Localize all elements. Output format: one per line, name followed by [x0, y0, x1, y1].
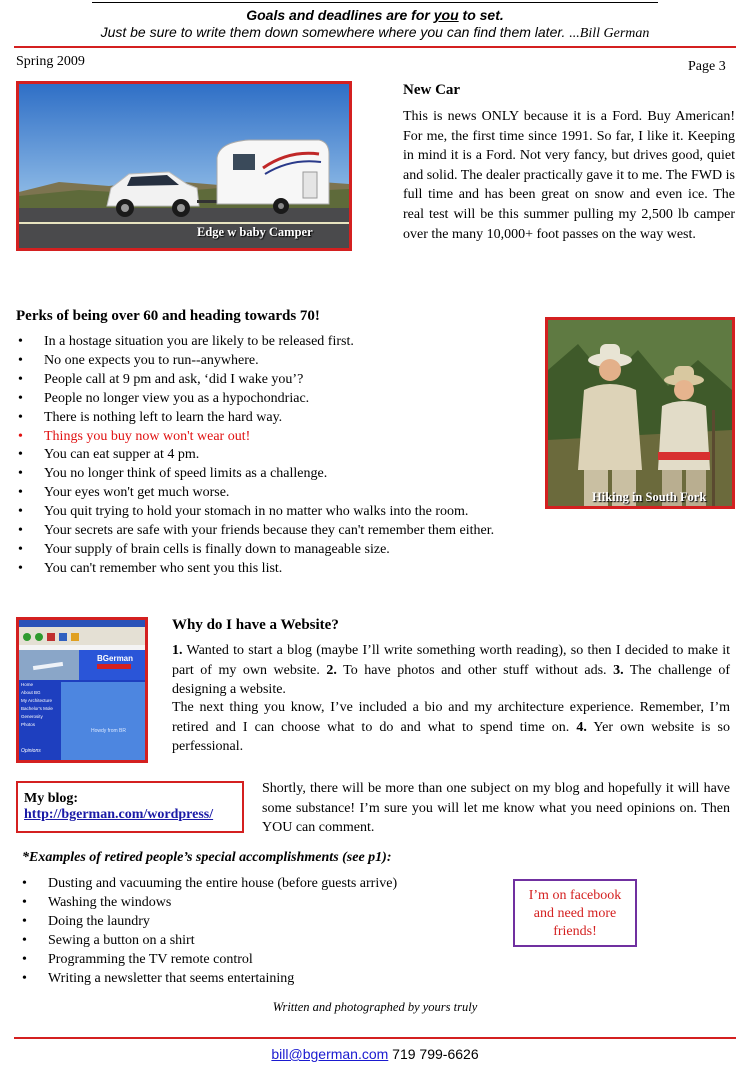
list-item: • There is nothing left to learn the hard way.: [16, 409, 546, 428]
website-paragraph-1: 1. Wanted to start a blog (maybe I’ll write something worth reading), so then I decided to make it part of my own website. 2. To have photos and other stuff without ads. 3. The challenge of designing a website.: [172, 643, 730, 698]
examples-list: [20, 875, 490, 988]
site-brand-area: [79, 650, 145, 680]
quote-line-2: Just be sure to write them down somewhere where you can find them later. ...Bill German: [100, 24, 650, 41]
list-item: • Writing a newsletter that seems entertaining: [20, 970, 490, 989]
blog-box: [16, 781, 244, 833]
list-item: • Doing the laundry: [20, 913, 490, 932]
credit-line: Written and photographed by yours truly: [272, 1000, 478, 1014]
back-icon: [23, 633, 31, 641]
blog-body: Shortly, there will be more than one subject on my blog and hopefully it will have some substance! I’m sure you will let me know what you need opinions on. Then YOU can comment.: [262, 781, 730, 836]
car-photo: [16, 81, 352, 251]
browser-titlebar: [19, 620, 145, 627]
quote-line-1: Goals and deadlines are for you to set.: [246, 7, 504, 23]
list-item: • You no longer think of speed limits as a challenge.: [16, 465, 546, 484]
site-left-nav: [19, 682, 59, 752]
quote-author: ...Bill German: [569, 26, 650, 41]
forward-icon: [35, 633, 43, 641]
header-rule: [14, 46, 736, 48]
list-item: • Things you buy now won't wear out!: [16, 428, 546, 447]
site-nav-item: Home: [21, 682, 34, 687]
refresh-icon: [59, 633, 67, 641]
footer-email[interactable]: bill@bgerman.com: [271, 1046, 389, 1062]
list-item: • Your secrets are safe with your friends because they can't remember them either.: [16, 522, 546, 541]
perks-list: [16, 333, 546, 579]
website-paragraph-2: The next thing you know, I’ve included a bio and my architecture experience. Remember, I’m retired and I can choose what to do and what to spend time on. 4. Yer own website is so perfessional.: [172, 700, 730, 755]
list-item: • Your supply of brain cells is finally down to manageable size.: [16, 541, 546, 560]
car-photo-image: [19, 84, 349, 248]
site-brand-bar: [97, 664, 131, 669]
list-item: • Sewing a button on a shirt: [20, 932, 490, 951]
browser-toolbar: [19, 627, 145, 645]
site-nav-item: My Architecture: [21, 698, 53, 703]
list-item: • Programming the TV remote control: [20, 951, 490, 970]
blog-link[interactable]: http://bgerman.com/wordpress/: [24, 807, 214, 822]
new-car-title: New Car: [403, 82, 461, 98]
site-nav-item: Photos: [21, 722, 36, 727]
blog-label: My blog:: [24, 791, 79, 806]
hiking-photo-caption: Hiking in South Fork: [592, 490, 707, 504]
list-item: • In a hostage situation you are likely to be released first.: [16, 333, 546, 352]
list-item: • You can't remember who sent you this list.: [16, 560, 546, 579]
site-nav-item: About BG: [21, 690, 41, 695]
website-title: Why do I have a Website?: [172, 617, 339, 633]
season: Spring 2009: [16, 54, 85, 69]
facebook-box: I’m on facebook and need more friends!: [513, 879, 637, 947]
perks-title: Perks of being over 60 and heading towards 70!: [16, 308, 320, 324]
footer-phone: 719 799-6626: [388, 1046, 479, 1062]
footer-contact: [0, 1046, 750, 1062]
top-rule: [92, 2, 658, 3]
page-number: Page 3: [688, 59, 726, 74]
footer-rule: [14, 1037, 736, 1039]
website-screenshot-bg: [19, 620, 145, 760]
hiking-photo-image: [548, 320, 732, 506]
list-item: • No one expects you to run--anywhere.: [16, 352, 546, 371]
site-header-image: [19, 650, 79, 680]
website-screenshot: [16, 617, 148, 763]
list-item: • Dusting and vacuuming the entire house (before guests arrive): [20, 875, 490, 894]
quote-emphasis: you: [433, 7, 459, 23]
site-nav-opinions: Opinions: [21, 748, 41, 754]
site-content-panel: [61, 682, 145, 760]
list-item: • People call at 9 pm and ask, ‘did I wake you’?: [16, 371, 546, 390]
home-icon: [71, 633, 79, 641]
site-brand: BGerman: [97, 654, 134, 663]
list-item: • You quit trying to hold your stomach in no matter who walks into the room.: [16, 503, 546, 522]
list-item: • People no longer view you as a hypochondriac.: [16, 390, 546, 409]
site-nav-item: Generosity: [21, 714, 43, 719]
list-item: • Washing the windows: [20, 894, 490, 913]
plane-shape: [33, 662, 63, 670]
new-car-body: This is news ONLY because it is a Ford. Buy American! For me, the first time since 1991. So far, I like it. Keeping in mind it is a Ford. Not very fancy, but drives good, quiet and solid. The dealer practically gave it to me. The FWD is full time and has been great on snow and even ice. The real test will be this summer pulling my 2,500 lb camper over the many 10,000+ foot passes on the way west.: [403, 109, 735, 242]
examples-title: *Examples of retired people’s special accomplishments (see p1):: [22, 850, 392, 865]
hiking-photo: [545, 317, 735, 509]
site-nav-item: Bachelor's Mole: [21, 706, 53, 711]
list-item: • You can eat supper at 4 pm.: [16, 446, 546, 465]
car-photo-caption: Edge w baby Camper: [197, 225, 313, 239]
site-welcome: Howdy from BR: [91, 728, 127, 734]
list-item: • Your eyes won't get much worse.: [16, 484, 546, 503]
stop-icon: [47, 633, 55, 641]
